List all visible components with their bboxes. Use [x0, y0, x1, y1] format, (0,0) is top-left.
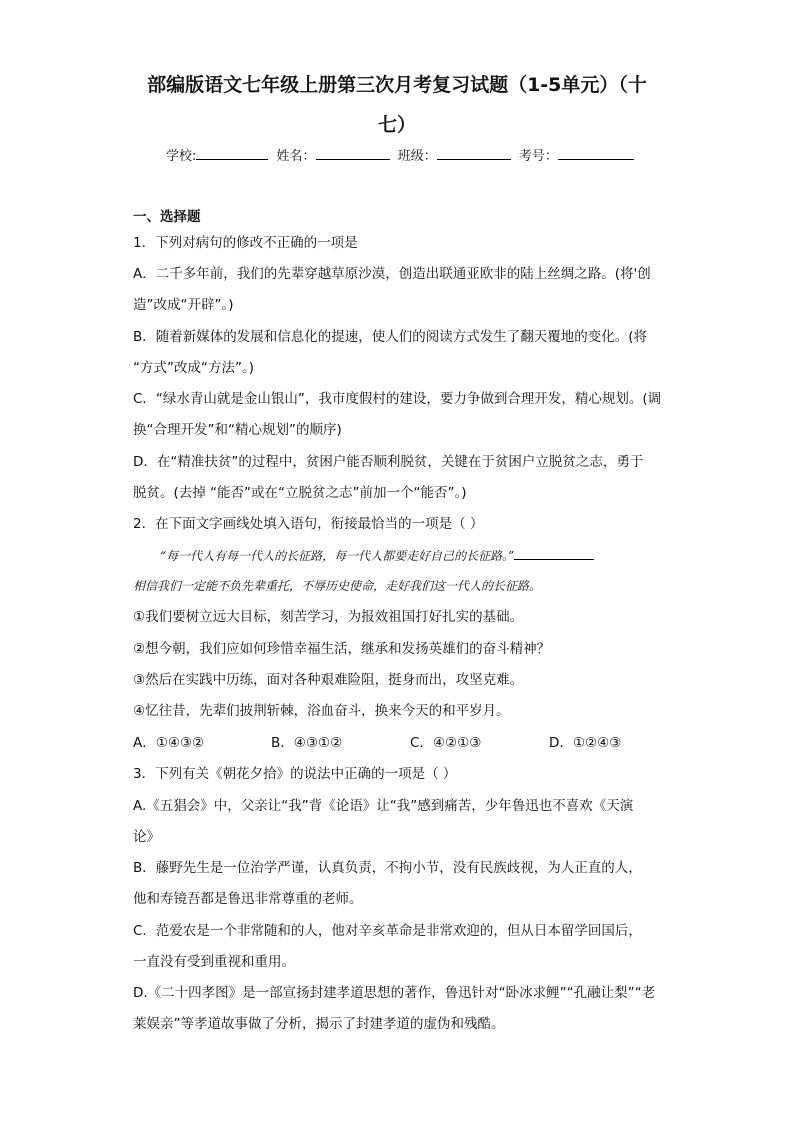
class-label: 班级： [397, 149, 437, 164]
q3-option-a: A.《五猖会》中，父亲让“我”背《论语》让“我”感到痛苦，少年鲁迅也不喜欢《天演 [133, 798, 634, 814]
q2-sentence-1: ①我们要树立远大目标，刻苦学习，为报效祖国打好扎实的基础。 [133, 609, 524, 625]
q3-option-c: C．范爱农是一个非常随和的人，他对辛亥革命是非常欢迎的，但从日本留学回国后， [133, 923, 642, 939]
q1-option-c: C．“绿水青山就是金山银山”，我市度假村的建设，要力争做到合理开发，精心规划。(调 [133, 391, 662, 407]
exam-number-label: 考号： [518, 149, 558, 164]
q1-stem: 1．下列对病句的修改不正确的一项是 [133, 235, 358, 251]
q2-options [133, 733, 621, 753]
q1-option-d-cont: 脱贫。(去掉 “能否”或在“立脱贫之志”前加一个“能否”。) [133, 485, 467, 501]
q3-option-d: D.《二十四孝图》是一部宣扬封建孝道思想的著作，鲁迅针对“卧冰求鲤”“孔融让梨”“老 [133, 985, 656, 1001]
section-heading: 一、选择题 [133, 209, 201, 225]
name-blank[interactable] [316, 147, 390, 160]
name-label: 姓名： [276, 149, 316, 164]
q2-option-d[interactable]: D．①②④③ [549, 735, 622, 751]
q2-quote-text: “每一代人有每一代人的长征路，每一代人都要走好自己的长征路。” [160, 549, 515, 563]
school-blank[interactable] [196, 147, 268, 160]
q1-option-a-cont: 造”改成“开辟”。) [133, 297, 234, 313]
q1-option-d: D．在“精准扶贫”的过程中，贫困户能否顺利脱贫，关键在于贫困户立脱贫之志，勇于 [133, 454, 644, 470]
q2-option-b[interactable]: B．④③①② [271, 735, 343, 751]
q3-stem: 3．下列有关《朝花夕拾》的说法中正确的一项是（ ） [133, 766, 457, 782]
q2-sentence-3: ③然后在实践中历练，面对各种艰难险阻，挺身而出，攻坚克难。 [133, 672, 524, 688]
student-info-bar [166, 145, 638, 164]
q3-option-b-cont: 他和寿镜吾都是鲁迅非常尊重的老师。 [133, 891, 363, 907]
q2-fill-blank[interactable] [514, 547, 594, 560]
exam-title-line1: 部编版语文七年级上册第三次月考复习试题（1-5单元）（十 [147, 74, 647, 96]
q3-option-b: B．藤野先生是一位治学严谨，认真负责，不拘小节，没有民族歧视，为人正直的人， [133, 860, 642, 876]
q3-option-a-cont: 论》 [133, 829, 160, 845]
q2-quote-line1 [160, 546, 594, 566]
q1-option-b-cont: “方式”改成“方法”。) [133, 360, 254, 376]
exam-title-line2: 七） [377, 114, 416, 136]
class-blank[interactable] [437, 147, 511, 160]
q3-option-d-cont: 莱娱亲”等孝道故事做了分析，揭示了封建孝道的虚伪和残酷。 [133, 1016, 505, 1032]
q1-option-c-cont: 换“合理开发”和“精心规划”的顺序) [133, 422, 342, 438]
school-label: 学校: [166, 149, 197, 164]
exam-number-blank[interactable] [558, 147, 634, 160]
q2-quote-line2: 相信我们一定能不负先辈重托，不辱历史使命，走好我们这一代人的长征路。 [133, 579, 542, 593]
q2-stem: 2．在下面文字画线处填入语句，衔接最恰当的一项是（ ） [133, 516, 484, 532]
q1-option-a: A．二千多年前，我们的先辈穿越草原沙漠，创造出联通亚欧非的陆上丝绸之路。(将'创 [133, 266, 651, 282]
q2-sentence-4: ④忆往昔，先辈们披荆斩棘，浴血奋斗，换来今天的和平岁月。 [133, 703, 510, 719]
q2-sentence-2: ②想今朝，我们应如何珍惜幸福生活，继承和发扬英雄们的奋斗精神？ [133, 641, 551, 657]
q2-option-a[interactable]: A．①④③② [133, 735, 205, 751]
q3-option-c-cont: 一直没有受到重视和重用。 [133, 954, 295, 970]
q2-option-c[interactable]: C．④②①③ [410, 735, 482, 751]
q1-option-b: B．随着新媒体的发展和信息化的提速，使人们的阅读方式发生了翻天覆地的变化。(将 [133, 329, 648, 345]
